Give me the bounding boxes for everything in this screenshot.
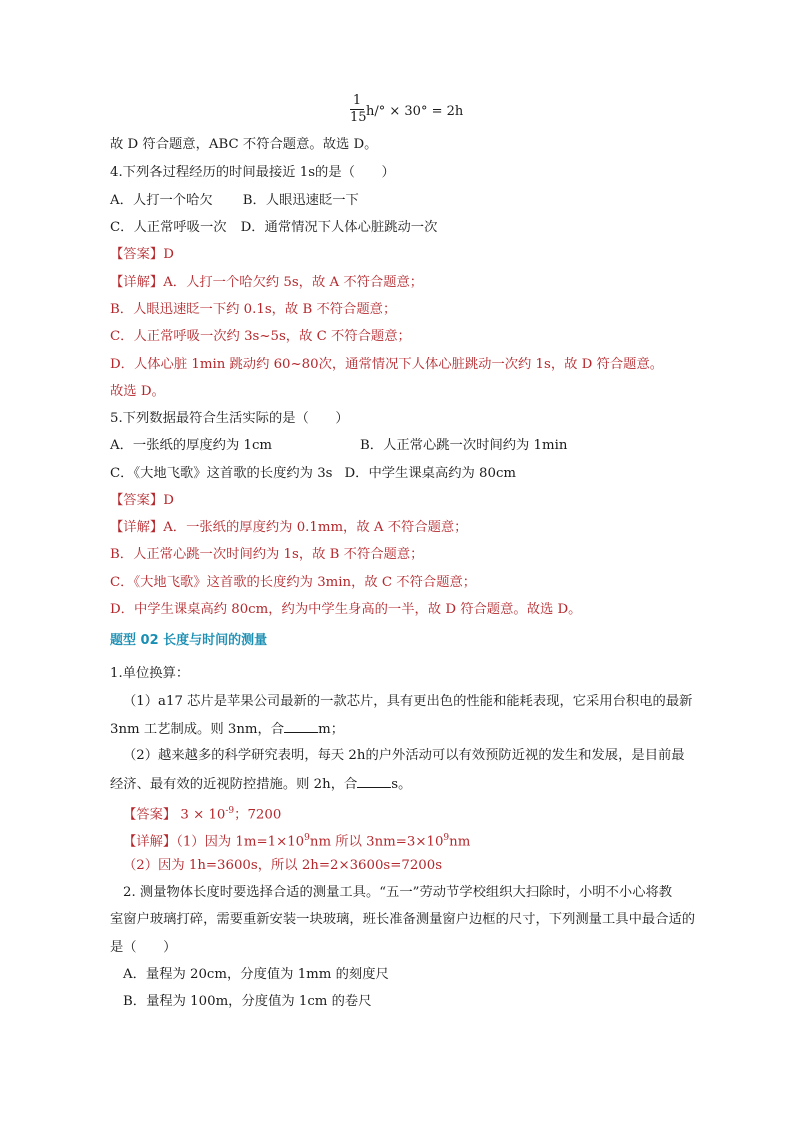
q4-option-a: A．人打一个哈欠 [110,193,213,208]
u2-option-b: B．量程为 100m，分度值为 1cm 的卷尺 [123,994,372,1009]
u1-part2-line2: 经济、最有效的近视防控措施。则 2h，合 s。 [110,777,412,792]
previous-conclusion: 故 D 符合题意，ABC 不符合题意。故选 D。 [110,137,378,152]
section-title: 题型 02 长度与时间的测量 [110,633,268,648]
q4-options-cd [110,219,437,237]
q5-options-cd [110,465,516,483]
u2-option-a: A．量程为 20cm，分度值为 1mm 的刻度尺 [123,967,389,982]
q5-option-c: C．《大地飞歌》这首歌的长度约为 3s [110,466,333,481]
u2-stem-line2: 室窗户玻璃打碎，需要重新安装一块玻璃，班长准备测量窗户边框的尺寸，下列测量工具中最合适的 [110,912,696,927]
q5-option-a: A．一张纸的厚度约为 1cm [110,438,273,453]
formula-rest: h/° × 30° = 2h [366,104,464,119]
q4-detail-1: 【详解】A．人打一个哈欠约 5s，故 A 不符合题意； [110,275,424,290]
q4-option-d: D．通常情况下人体心脏跳动一次 [240,220,438,235]
q4-stem: 4.下列各过程经历的时间最接近 1s的是（ ） [110,165,395,180]
q5-detail-3: C．《大地飞歌》这首歌的长度约为 3min，故 C 不符合题意； [110,575,477,590]
answer-value: D [163,493,174,508]
q4-detail-3: C．人正常呼吸一次约 3s~5s，故 C 不符合题意； [110,329,411,344]
detail-label: 【详解】 [123,834,177,850]
u2-stem-line1: 2. 测量物体长度时要选择合适的测量工具。“五一”劳动节学校组织大扫除时，小明不小心将教 [123,885,673,900]
q4-detail-4: D．人体心脏 1min 跳动约 60~80次，通常情况下人体心脏跳动一次约 1s，故 D 符合题意。 [110,357,664,372]
answer-label: 【答案】 [123,807,177,823]
u1-part2-line1: （2）越来越多的科学研究表明，每天 2h的户外活动可以有效预防近视的发生和发展，是目前最 [123,748,685,763]
fraction-numerator: 1 [352,93,362,108]
q5-stem: 5.下列数据最符合生活实际的是（ ） [110,411,349,426]
q5-answer [110,492,174,510]
q5-options-ab [110,437,710,455]
q5-option-d: D．中学生课桌高约为 80cm [344,466,517,481]
q4-options-ab [110,192,359,210]
answer-label: 【答案】 [110,247,164,262]
u1-stem: 1.单位换算： [110,666,190,681]
q5-detail-1: 【详解】A．一张纸的厚度约为 0.1mm，故 A 不符合题意； [110,520,468,535]
u1-part1-line1: （1）a17 芯片是苹果公司最新的一款芯片，具有更出色的性能和能耗表现，它采用台积电的最新 [123,694,693,709]
u1-answer: 【答案】 $3 \times 10^{-9}$；7200 [123,806,282,823]
q5-detail-2: B．人正常心跳一次时间约为 1s，故 B 不符合题意； [110,547,424,562]
q4-option-c: C．人正常呼吸一次 [110,220,227,235]
answer-blank [284,720,318,733]
u1-detail-2: （2）因为 1h=3600s，所以 2h=2×3600s=7200s [123,858,443,873]
u1-part1-line2: 3nm 工艺制成。则 3nm，合 m； [110,722,344,737]
q4-detail-2: B．人眼迅速眨一下约 0.1s，故 B 不符合题意； [110,302,397,317]
q5-detail-4: D．中学生课桌高约 80cm，约为中学生身高的一半，故 D 符合题意。故选 D。 [110,602,582,617]
u2-stem-line3: 是（ ） [110,940,177,955]
answer-value: D [163,247,174,262]
formula [350,93,464,125]
fraction-denominator: 15 [350,110,367,125]
q4-detail-5: 故选 D。 [110,384,165,399]
answer-blank [357,775,391,788]
detail-label: 【详解】 [110,275,164,290]
detail-label: 【详解】 [110,520,164,535]
answer-label: 【答案】 [110,493,164,508]
q5-option-b: B．人正常心跳一次时间约为 1min [360,438,568,453]
q4-option-b: B．人眼迅速眨一下 [242,193,359,208]
q4-answer [110,246,174,264]
u1-detail-1: 【详解】（1）因为 $1m=1\times 10^9nm$ 所以 $3nm=3\times 10^9nm$ [123,833,471,850]
